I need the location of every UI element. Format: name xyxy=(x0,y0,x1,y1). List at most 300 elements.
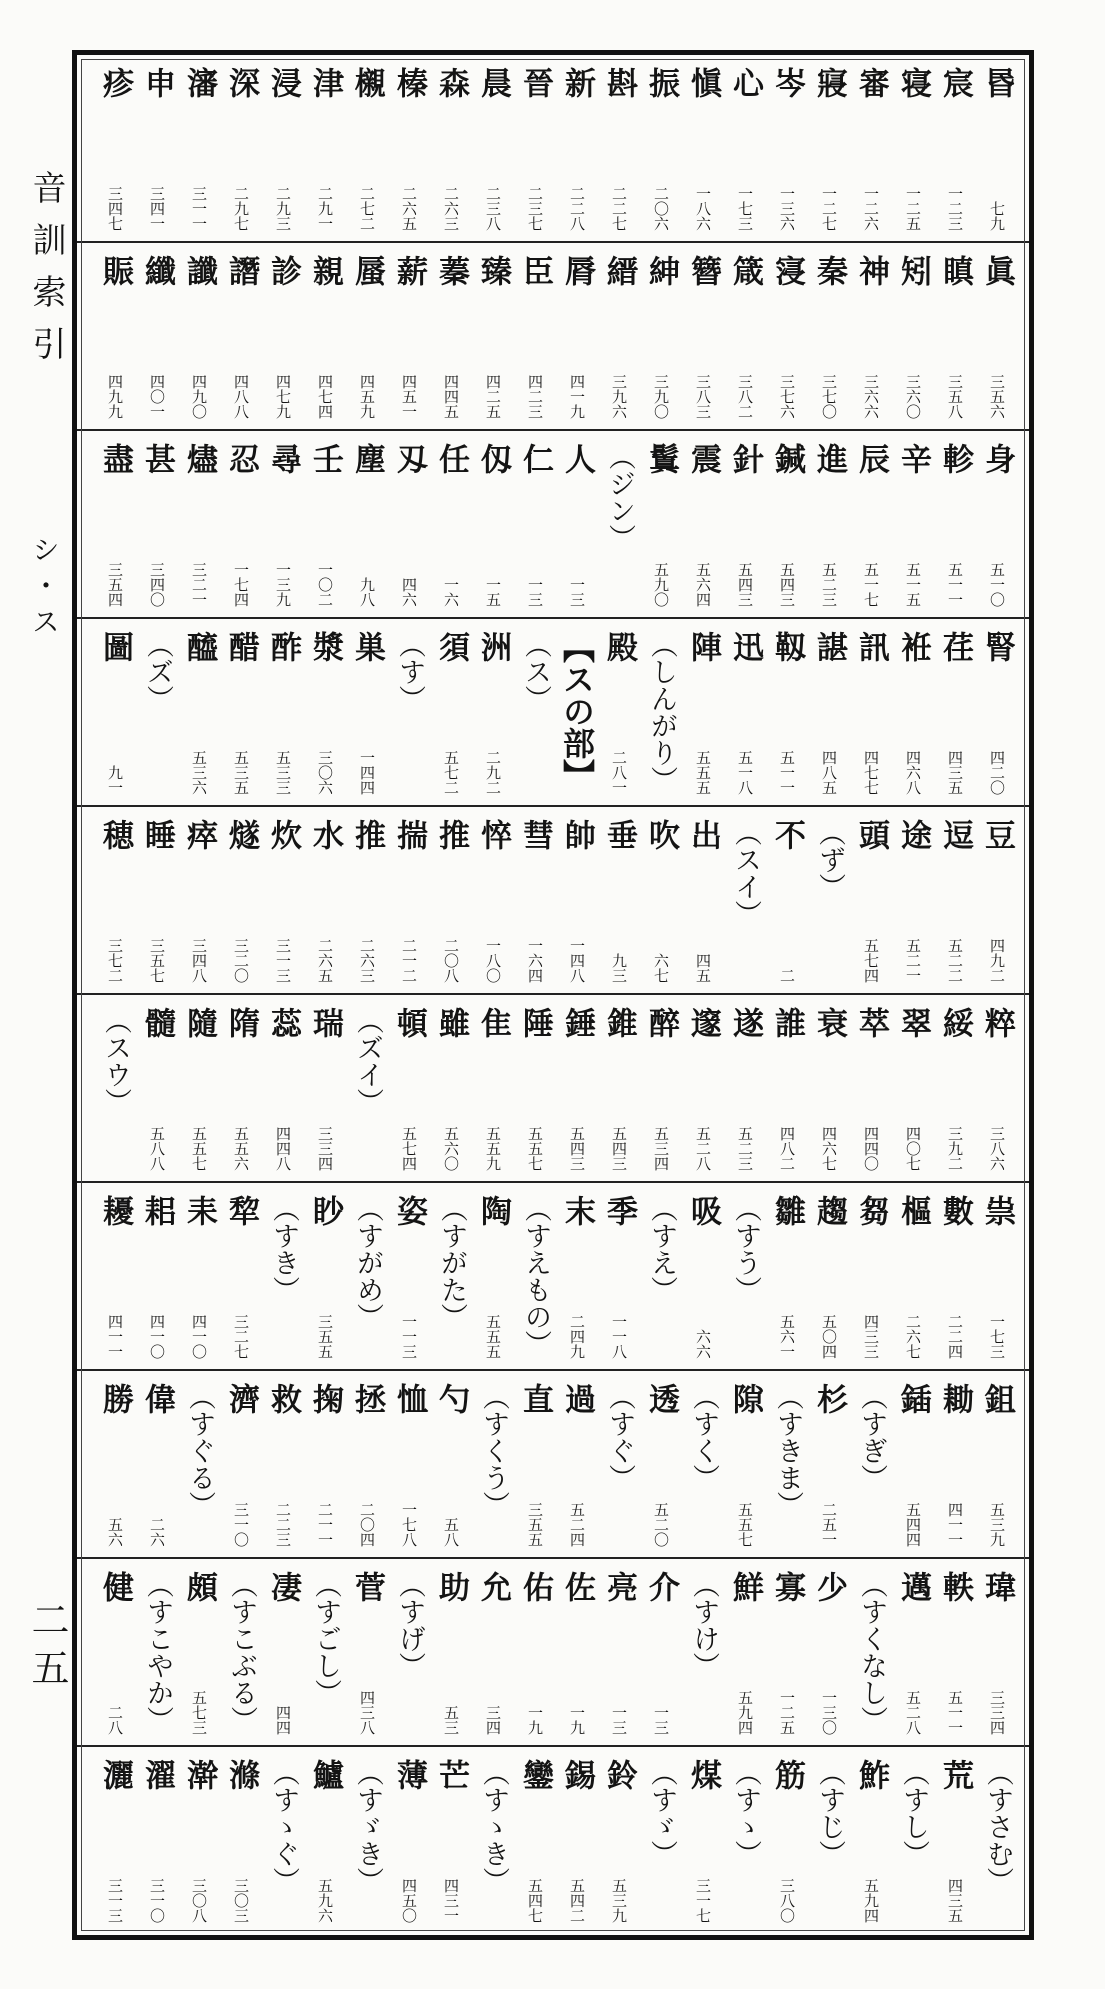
index-entry xyxy=(889,1371,931,1557)
index-entry xyxy=(637,1559,679,1745)
index-entry xyxy=(469,243,511,429)
reading-heading xyxy=(637,1747,679,1933)
index-entry xyxy=(133,431,175,617)
index-entry xyxy=(931,1747,973,1933)
entry-page-ref: 四五〇 xyxy=(400,1878,418,1923)
entry-character: 吸 xyxy=(685,1195,721,1226)
entry-character: 陣 xyxy=(685,631,721,662)
entry-page-ref: 九三 xyxy=(610,953,628,983)
entry-character: 塵 xyxy=(349,443,385,474)
entry-character: 圖 xyxy=(97,631,133,662)
entry-character: 宸 xyxy=(937,67,973,98)
index-entry xyxy=(133,807,175,993)
entry-character: 眇 xyxy=(307,1195,343,1226)
index-entry xyxy=(259,243,301,429)
entry-character: （すゝ） xyxy=(730,1759,761,1867)
index-entry xyxy=(427,431,469,617)
reading-heading xyxy=(805,807,847,993)
entry-character: 審 xyxy=(853,67,889,98)
index-entry xyxy=(763,55,805,241)
index-entry xyxy=(511,1747,553,1933)
index-entry xyxy=(847,431,889,617)
index-entry xyxy=(595,619,637,805)
entry-page-ref: 四九九 xyxy=(106,374,124,419)
entry-page-ref: 三四七 xyxy=(106,186,124,231)
entry-page-ref: 三五四 xyxy=(106,562,124,607)
entry-character: 壬 xyxy=(307,443,343,474)
index-entry xyxy=(679,1183,721,1369)
entry-character: 鱸 xyxy=(307,1759,343,1790)
entry-page-ref: 一三九 xyxy=(274,562,292,607)
index-entry xyxy=(217,243,259,429)
entry-page-ref: 四七四 xyxy=(316,374,334,419)
entry-character: 深 xyxy=(223,67,259,98)
reading-heading xyxy=(679,1559,721,1745)
entry-page-ref: 四八八 xyxy=(232,374,250,419)
entry-page-ref: 四三八 xyxy=(358,1690,376,1735)
entry-character: 拯 xyxy=(349,1383,385,1414)
entry-page-ref: 三三四 xyxy=(316,1126,334,1171)
index-entry xyxy=(721,1559,763,1745)
index-entry xyxy=(679,431,721,617)
entry-character: 刄 xyxy=(391,443,427,474)
entry-character: 推 xyxy=(349,819,385,850)
entry-page-ref: 三七〇 xyxy=(820,374,838,419)
index-entry xyxy=(763,1183,805,1369)
entry-page-ref: 一三 xyxy=(526,577,544,607)
entry-character: 靱 xyxy=(769,631,805,662)
index-entry xyxy=(469,1559,511,1745)
entry-page-ref: 五六〇 xyxy=(442,1126,460,1171)
index-entry xyxy=(133,55,175,241)
entry-character: （すけ） xyxy=(688,1571,719,1679)
entry-character: 訊 xyxy=(853,631,889,662)
entry-character: 衰 xyxy=(811,1007,847,1038)
entry-character: 疹 xyxy=(97,67,133,98)
entry-page-ref: 七九 xyxy=(988,201,1006,231)
entry-page-ref: 三五六 xyxy=(988,374,1006,419)
index-band xyxy=(77,55,1029,243)
index-entry xyxy=(679,1747,721,1933)
index-entry xyxy=(385,1371,427,1557)
index-entry xyxy=(385,431,427,617)
entry-page-ref: 二二三 xyxy=(274,1502,292,1547)
entry-character: 秦 xyxy=(811,255,847,286)
entry-character: 悴 xyxy=(475,819,511,850)
entry-character: 荒 xyxy=(937,1759,973,1790)
entry-character: （すく） xyxy=(688,1383,719,1491)
entry-page-ref: 二一二 xyxy=(400,938,418,983)
index-entry xyxy=(343,431,385,617)
reading-heading xyxy=(91,995,133,1181)
entry-character: （すゝぐ） xyxy=(268,1759,299,1894)
index-entry xyxy=(175,619,217,805)
entry-character: 須 xyxy=(433,631,469,662)
entry-page-ref: 四三三 xyxy=(862,1314,880,1359)
index-entry xyxy=(889,55,931,241)
entry-character: 趨 xyxy=(811,1195,847,1226)
entry-page-ref: 五九四 xyxy=(736,1690,754,1735)
entry-page-ref: 二七二 xyxy=(358,186,376,231)
entry-page-ref: 五二〇 xyxy=(652,1502,670,1547)
entry-page-ref: 五一一 xyxy=(778,750,796,795)
entry-page-ref: 二六五 xyxy=(400,186,418,231)
index-entry xyxy=(805,1371,847,1557)
entry-page-ref: 五一八 xyxy=(736,750,754,795)
entry-page-ref: 三五五 xyxy=(526,1502,544,1547)
index-entry xyxy=(553,431,595,617)
index-entry xyxy=(889,1559,931,1745)
entry-page-ref: 三二七 xyxy=(232,1314,250,1359)
index-entry xyxy=(427,619,469,805)
entry-page-ref: 二二八 xyxy=(568,186,586,231)
entry-page-ref: 四三五 xyxy=(946,750,964,795)
entry-page-ref: 五三三 xyxy=(274,750,292,795)
index-entry xyxy=(175,1559,217,1745)
entry-page-ref: 二三七 xyxy=(526,186,544,231)
index-entry xyxy=(175,431,217,617)
entry-page-ref: 四八五 xyxy=(820,750,838,795)
entry-row xyxy=(91,995,1015,1181)
index-entry xyxy=(973,431,1015,617)
entry-character: （すがめ） xyxy=(352,1195,383,1330)
entry-page-ref: 三一〇 xyxy=(232,1502,250,1547)
reading-heading xyxy=(511,1183,553,1369)
index-entry xyxy=(217,1183,259,1369)
entry-page-ref: 二九三 xyxy=(274,186,292,231)
entry-character: 瀋 xyxy=(181,67,217,98)
index-entry xyxy=(553,1371,595,1557)
entry-page-ref: 三五八 xyxy=(946,374,964,419)
index-entry xyxy=(343,1371,385,1557)
entry-page-ref: 一三〇 xyxy=(820,1690,838,1735)
entry-character: 賑 xyxy=(97,255,133,286)
entry-character: （すじ） xyxy=(814,1759,845,1867)
entry-page-ref: 三五五 xyxy=(316,1314,334,1359)
entry-page-ref: 四八二 xyxy=(778,1126,796,1171)
entry-character: 振 xyxy=(643,67,679,98)
entry-character: 錐 xyxy=(601,1007,637,1038)
entry-page-ref: 一四八 xyxy=(568,938,586,983)
index-entry xyxy=(175,1183,217,1369)
entry-character: 彗 xyxy=(517,819,553,850)
entry-page-ref: 一三 xyxy=(610,1705,628,1735)
reading-heading xyxy=(343,995,385,1181)
entry-page-ref: 三〇三 xyxy=(232,1878,250,1923)
index-entry xyxy=(931,1559,973,1745)
index-band xyxy=(77,431,1029,619)
index-entry xyxy=(259,55,301,241)
entry-page-ref: 一七三 xyxy=(736,186,754,231)
entry-page-ref: 一二六 xyxy=(862,186,880,231)
entry-character: 仭 xyxy=(475,443,511,474)
index-entry xyxy=(301,243,343,429)
entry-character: 杉 xyxy=(811,1383,847,1414)
entry-character: 耜 xyxy=(139,1195,175,1226)
index-entry xyxy=(763,619,805,805)
reading-heading xyxy=(175,1371,217,1557)
entry-character: （ジン） xyxy=(604,443,635,551)
entry-page-ref: 三三四 xyxy=(988,1690,1006,1735)
index-entry xyxy=(427,1559,469,1745)
entry-character: 豆 xyxy=(979,819,1015,850)
entry-character: 誰 xyxy=(769,1007,805,1038)
index-entry xyxy=(133,995,175,1181)
entry-character: 鍤 xyxy=(895,1383,931,1414)
index-entry xyxy=(973,55,1015,241)
page-number: 二五 xyxy=(25,1600,69,1696)
entry-page-ref: 五六一 xyxy=(778,1314,796,1359)
entry-page-ref: 一三六 xyxy=(778,186,796,231)
entry-character: 辰 xyxy=(853,443,889,474)
index-entry xyxy=(511,55,553,241)
index-entry xyxy=(301,619,343,805)
index-entry xyxy=(259,1559,301,1745)
index-entry xyxy=(637,807,679,993)
index-entry xyxy=(301,55,343,241)
entry-page-ref: 五一一 xyxy=(946,1690,964,1735)
index-entry xyxy=(679,619,721,805)
entry-character: （ズイ） xyxy=(352,1007,383,1115)
entry-page-ref: 一七四 xyxy=(232,562,250,607)
entry-character: 健 xyxy=(97,1571,133,1602)
index-entry xyxy=(847,1183,889,1369)
entry-page-ref: 四三一 xyxy=(442,1878,460,1923)
index-entry xyxy=(91,1559,133,1745)
entry-character: （すう） xyxy=(730,1195,761,1303)
entry-page-ref: 五四三 xyxy=(610,1126,628,1171)
entry-page-ref: 五四三 xyxy=(568,1126,586,1171)
entry-row xyxy=(91,1747,1015,1933)
entry-row xyxy=(91,1183,1015,1369)
index-entry xyxy=(931,431,973,617)
reading-heading xyxy=(259,1183,301,1369)
index-entry xyxy=(91,807,133,993)
entry-page-ref: 三九〇 xyxy=(652,374,670,419)
index-entry xyxy=(889,807,931,993)
entry-page-ref: 五六四 xyxy=(694,562,712,607)
entry-page-ref: 二六三 xyxy=(358,938,376,983)
reading-heading xyxy=(637,1183,679,1369)
index-band xyxy=(77,243,1029,431)
entry-character: 心 xyxy=(727,67,763,98)
index-entry xyxy=(553,807,595,993)
index-entry xyxy=(343,807,385,993)
index-entry xyxy=(217,619,259,805)
entry-character: 燧 xyxy=(223,819,259,850)
entry-page-ref: 三六六 xyxy=(862,374,880,419)
index-entry xyxy=(259,995,301,1181)
index-entry xyxy=(805,1183,847,1369)
entry-character: 鉏 xyxy=(979,1383,1015,1414)
index-entry xyxy=(427,995,469,1181)
entry-character: 鈴 xyxy=(601,1759,637,1790)
entry-character: 粹 xyxy=(979,1007,1015,1038)
entry-page-ref: 四六八 xyxy=(904,750,922,795)
index-entry xyxy=(973,1371,1015,1557)
entry-page-ref: 三四 xyxy=(484,1705,502,1735)
index-entry xyxy=(91,55,133,241)
index-entry xyxy=(511,995,553,1181)
entry-page-ref: 五四七 xyxy=(526,1878,544,1923)
entry-page-ref: 五三 xyxy=(442,1705,460,1735)
entry-character: 鮮 xyxy=(727,1571,763,1602)
index-entry xyxy=(721,1371,763,1557)
entry-page-ref: 五一一 xyxy=(946,562,964,607)
index-entry xyxy=(973,995,1015,1181)
index-entry xyxy=(91,1747,133,1933)
entry-character: 眞 xyxy=(979,255,1015,286)
entry-character: （すゝき） xyxy=(478,1759,509,1894)
entry-page-ref: 二五一 xyxy=(820,1502,838,1547)
entry-page-ref: 一二五 xyxy=(778,1690,796,1735)
entry-page-ref: 四二三 xyxy=(526,374,544,419)
entry-character: （すきま） xyxy=(772,1383,803,1518)
entry-character: 助 xyxy=(433,1571,469,1602)
entry-character: 矧 xyxy=(895,255,931,286)
entry-character: 臻 xyxy=(475,255,511,286)
entry-page-ref: 四四五 xyxy=(442,374,460,419)
entry-character: 垂 xyxy=(601,819,637,850)
index-band xyxy=(77,807,1029,995)
entry-page-ref: 五五七 xyxy=(736,1502,754,1547)
entry-page-ref: 一二七 xyxy=(820,186,838,231)
entry-character: 穂 xyxy=(97,819,133,850)
index-entry xyxy=(637,1371,679,1557)
reading-heading xyxy=(847,1559,889,1745)
entry-character: 芒 xyxy=(433,1759,469,1790)
entry-page-ref: 二八 xyxy=(106,1705,124,1735)
reading-heading xyxy=(385,619,427,805)
entry-character: 進 xyxy=(811,443,847,474)
reading-heading xyxy=(973,1747,1015,1933)
index-entry xyxy=(133,243,175,429)
entry-character: 震 xyxy=(685,443,721,474)
entry-page-ref: 五七二 xyxy=(442,750,460,795)
entry-character: 岑 xyxy=(769,67,805,98)
entry-page-ref: 二六 xyxy=(148,1517,166,1547)
entry-character: （スイ） xyxy=(730,819,761,927)
entry-page-ref: 四五九 xyxy=(358,374,376,419)
entry-page-ref: 二九二 xyxy=(484,750,502,795)
entry-page-ref: 三五七 xyxy=(148,938,166,983)
entry-character: 隋 xyxy=(223,1007,259,1038)
entry-page-ref: 五九六 xyxy=(316,1878,334,1923)
entry-page-ref: 四〇七 xyxy=(904,1126,922,1171)
entry-character: （すこやか） xyxy=(142,1571,173,1733)
entry-character: 迅 xyxy=(727,631,763,662)
entry-page-ref: 四七七 xyxy=(862,750,880,795)
index-entry xyxy=(973,1559,1015,1745)
index-entry xyxy=(385,1747,427,1933)
reading-heading xyxy=(427,1183,469,1369)
entry-page-ref: 五二二 xyxy=(946,938,964,983)
index-entry xyxy=(259,807,301,993)
entry-character: 少 xyxy=(811,1571,847,1602)
entry-page-ref: 四四 xyxy=(274,1705,292,1735)
index-entry xyxy=(427,243,469,429)
entry-character: 瑞 xyxy=(307,1007,343,1038)
entry-character: 隙 xyxy=(727,1383,763,1414)
index-entry xyxy=(301,431,343,617)
entry-page-ref: 二九七 xyxy=(232,186,250,231)
entry-character: 介 xyxy=(643,1571,679,1602)
entry-character: 寝 xyxy=(895,67,931,98)
entry-page-ref: 二六三 xyxy=(442,186,460,231)
index-entry xyxy=(217,1371,259,1557)
index-entry xyxy=(175,55,217,241)
entry-page-ref: 五二八 xyxy=(904,1690,922,1735)
entry-page-ref: 四四〇 xyxy=(862,1126,880,1171)
index-entry xyxy=(385,55,427,241)
index-entry xyxy=(763,431,805,617)
entry-page-ref: 一八六 xyxy=(694,186,712,231)
entry-page-ref: 三一七 xyxy=(694,1878,712,1923)
entry-character: 蕊 xyxy=(265,1007,301,1038)
entry-character: 樞 xyxy=(895,1195,931,1226)
entry-character: 勺 xyxy=(433,1383,469,1414)
entry-character: 身 xyxy=(979,443,1015,474)
index-entry xyxy=(133,1183,175,1369)
entry-character: 紳 xyxy=(643,255,679,286)
entry-character: 森 xyxy=(433,67,469,98)
entry-page-ref: 五三五 xyxy=(232,750,250,795)
entry-page-ref: 一七八 xyxy=(400,1502,418,1547)
entry-page-ref: 五二四 xyxy=(568,1502,586,1547)
entry-page-ref: 三一一 xyxy=(190,186,208,231)
index-entry xyxy=(301,995,343,1181)
entry-character: 推 xyxy=(433,819,469,850)
entry-character: 【スの部】 xyxy=(558,631,596,791)
entry-page-ref: 一三 xyxy=(568,577,586,607)
entry-character: 薄 xyxy=(391,1759,427,1790)
entry-character: 姿 xyxy=(391,1195,427,1226)
index-entry xyxy=(553,55,595,241)
index-entry xyxy=(427,1747,469,1933)
reading-heading xyxy=(595,431,637,617)
index-entry xyxy=(385,995,427,1181)
entry-page-ref: 五二一 xyxy=(904,938,922,983)
entry-character: 佐 xyxy=(559,1571,595,1602)
entry-character: 逗 xyxy=(937,819,973,850)
entry-character: 煤 xyxy=(685,1759,721,1790)
entry-character: 帥 xyxy=(559,819,595,850)
index-entry xyxy=(259,431,301,617)
index-entry xyxy=(847,243,889,429)
entry-character: 新 xyxy=(559,67,595,98)
index-entry xyxy=(847,1747,889,1933)
entry-page-ref: 五四二 xyxy=(568,1878,586,1923)
entry-character: （すえ） xyxy=(646,1195,677,1303)
entry-character: 錫 xyxy=(559,1759,595,1790)
entry-character: （ず） xyxy=(814,819,845,900)
index-entry xyxy=(91,243,133,429)
index-entry xyxy=(301,1371,343,1557)
index-entry xyxy=(889,1183,931,1369)
entry-character: 祟 xyxy=(979,1195,1015,1226)
reading-heading xyxy=(343,1747,385,1933)
entry-page-ref: 一七三 xyxy=(988,1314,1006,1359)
entry-row xyxy=(91,55,1015,241)
reading-heading xyxy=(343,1183,385,1369)
index-entry xyxy=(595,1183,637,1369)
entry-character: 芻 xyxy=(853,1195,889,1226)
reading-heading xyxy=(721,1747,763,1933)
entry-page-ref: 二九一 xyxy=(316,186,334,231)
index-entry xyxy=(553,1183,595,1369)
section-mark: シ・ス xyxy=(28,535,61,643)
entry-character: 針 xyxy=(727,443,763,474)
